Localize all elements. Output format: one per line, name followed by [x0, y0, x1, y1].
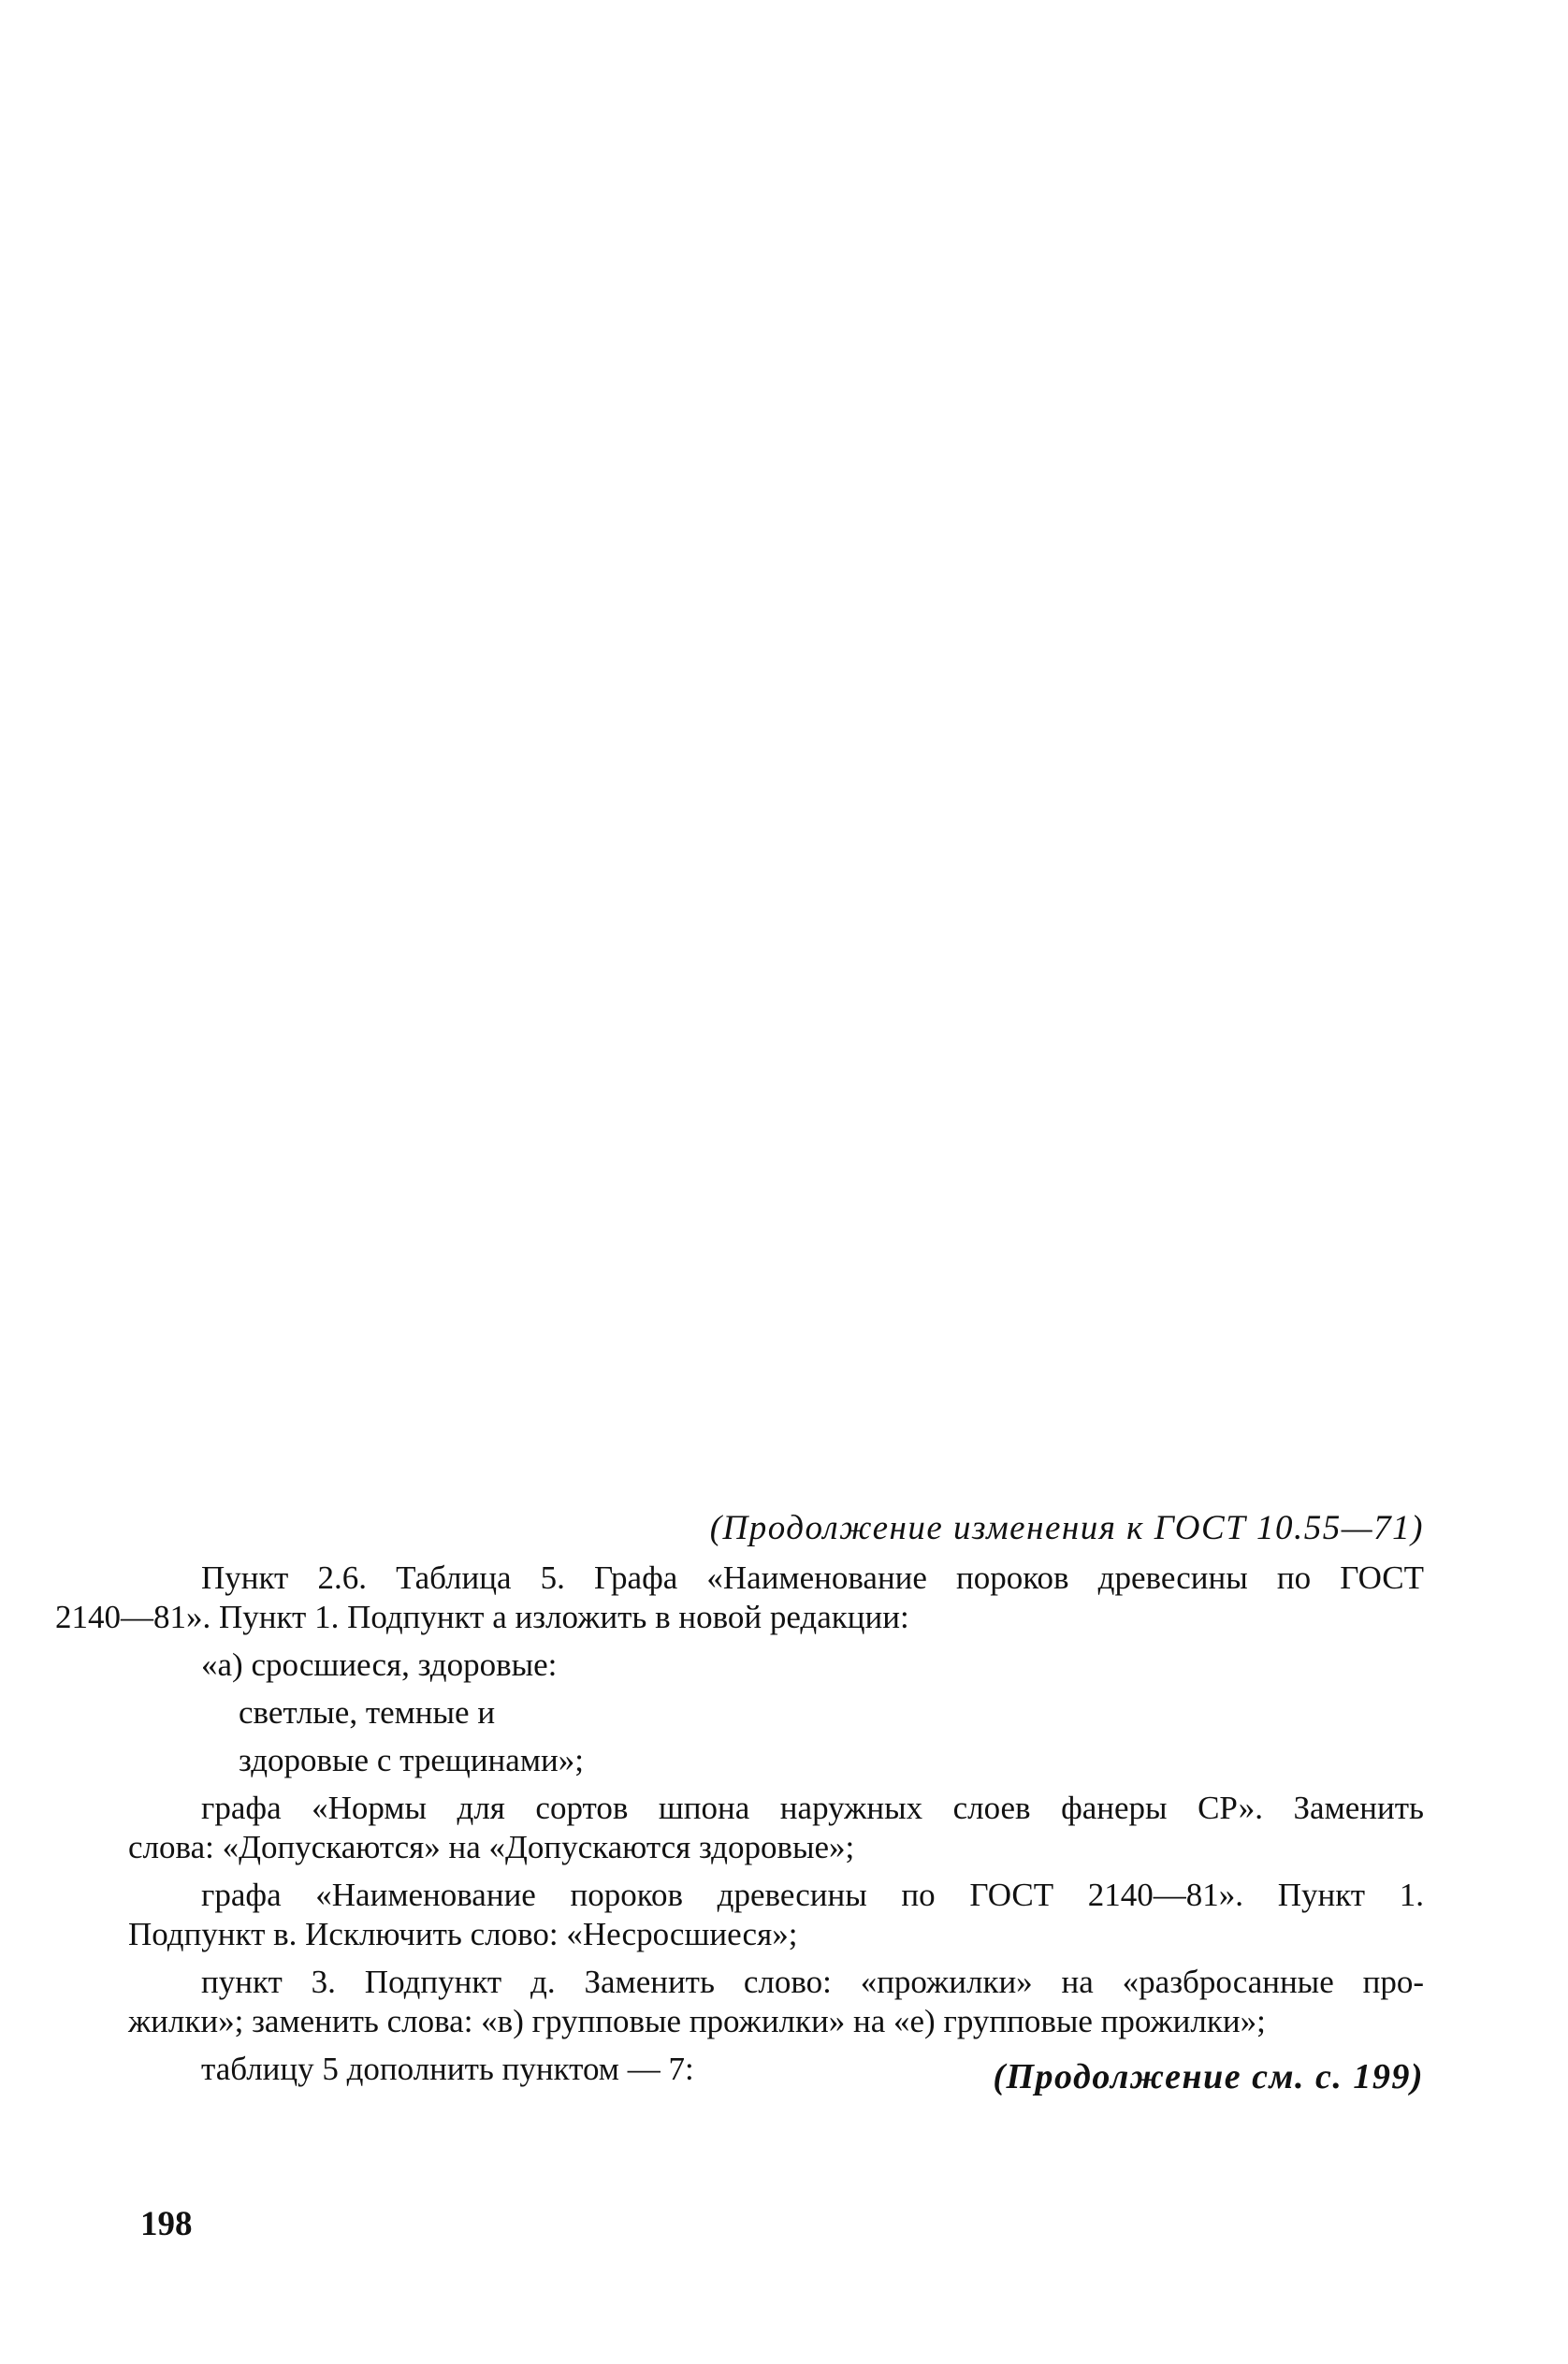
- paragraph-line: «а) сросшиеся, здоровые:: [201, 1646, 558, 1683]
- paragraph-line: графа «Наименование пороков древесины по ГОСТ 2140—81». Пункт 1.: [201, 1877, 1424, 1913]
- paragraph-item-2: [201, 1646, 1424, 1685]
- paragraph-line: графа «Нормы для сортов шпона наружных слоев фанеры СР». Заменить: [201, 1790, 1424, 1826]
- paragraph-line: пункт 3. Подпункт д. Заменить слово: «прожилки» на «разбросанные про-: [201, 1964, 1424, 2000]
- paragraph-item-6: [128, 1876, 1424, 1954]
- continuation-header: (Продолжение изменения к ГОСТ 10.55—71): [709, 1509, 1424, 1547]
- paragraph-line: здоровые с трещинами»;: [239, 1742, 584, 1778]
- paragraph-item-7: [128, 1963, 1424, 2041]
- paragraph-line: Подпункт в. Исключить слово: «Несросшиеся»;: [128, 1916, 798, 1952]
- page-number: 198: [140, 2205, 193, 2243]
- paragraph-line: 2140—81». Пункт 1. Подпункт а изложить в новой редакции:: [55, 1599, 909, 1635]
- paragraph-line: светлые, темные и: [239, 1694, 496, 1731]
- paragraph-item-5: [128, 1789, 1424, 1867]
- paragraph-item-3: [201, 1693, 1424, 1733]
- paragraph-line: Пункт 2.6. Таблица 5. Графа «Наименование пороков древесины по ГОСТ: [201, 1559, 1424, 1596]
- continuation-footer: (Продолжение см. с. 199): [993, 2057, 1424, 2096]
- paragraph-line: жилки»; заменить слова: «в) групповые прожилки» на «е) групповые прожилки»;: [128, 2003, 1266, 2039]
- body-text: [55, 1559, 1424, 2097]
- paragraph-line: слова: «Допускаются» на «Допускаются здоровые»;: [128, 1829, 855, 1865]
- paragraph-item-1: [55, 1559, 1424, 1637]
- paragraph-line: таблицу 5 дополнить пунктом — 7:: [201, 2051, 694, 2087]
- paragraph-item-4: [201, 1741, 1424, 1780]
